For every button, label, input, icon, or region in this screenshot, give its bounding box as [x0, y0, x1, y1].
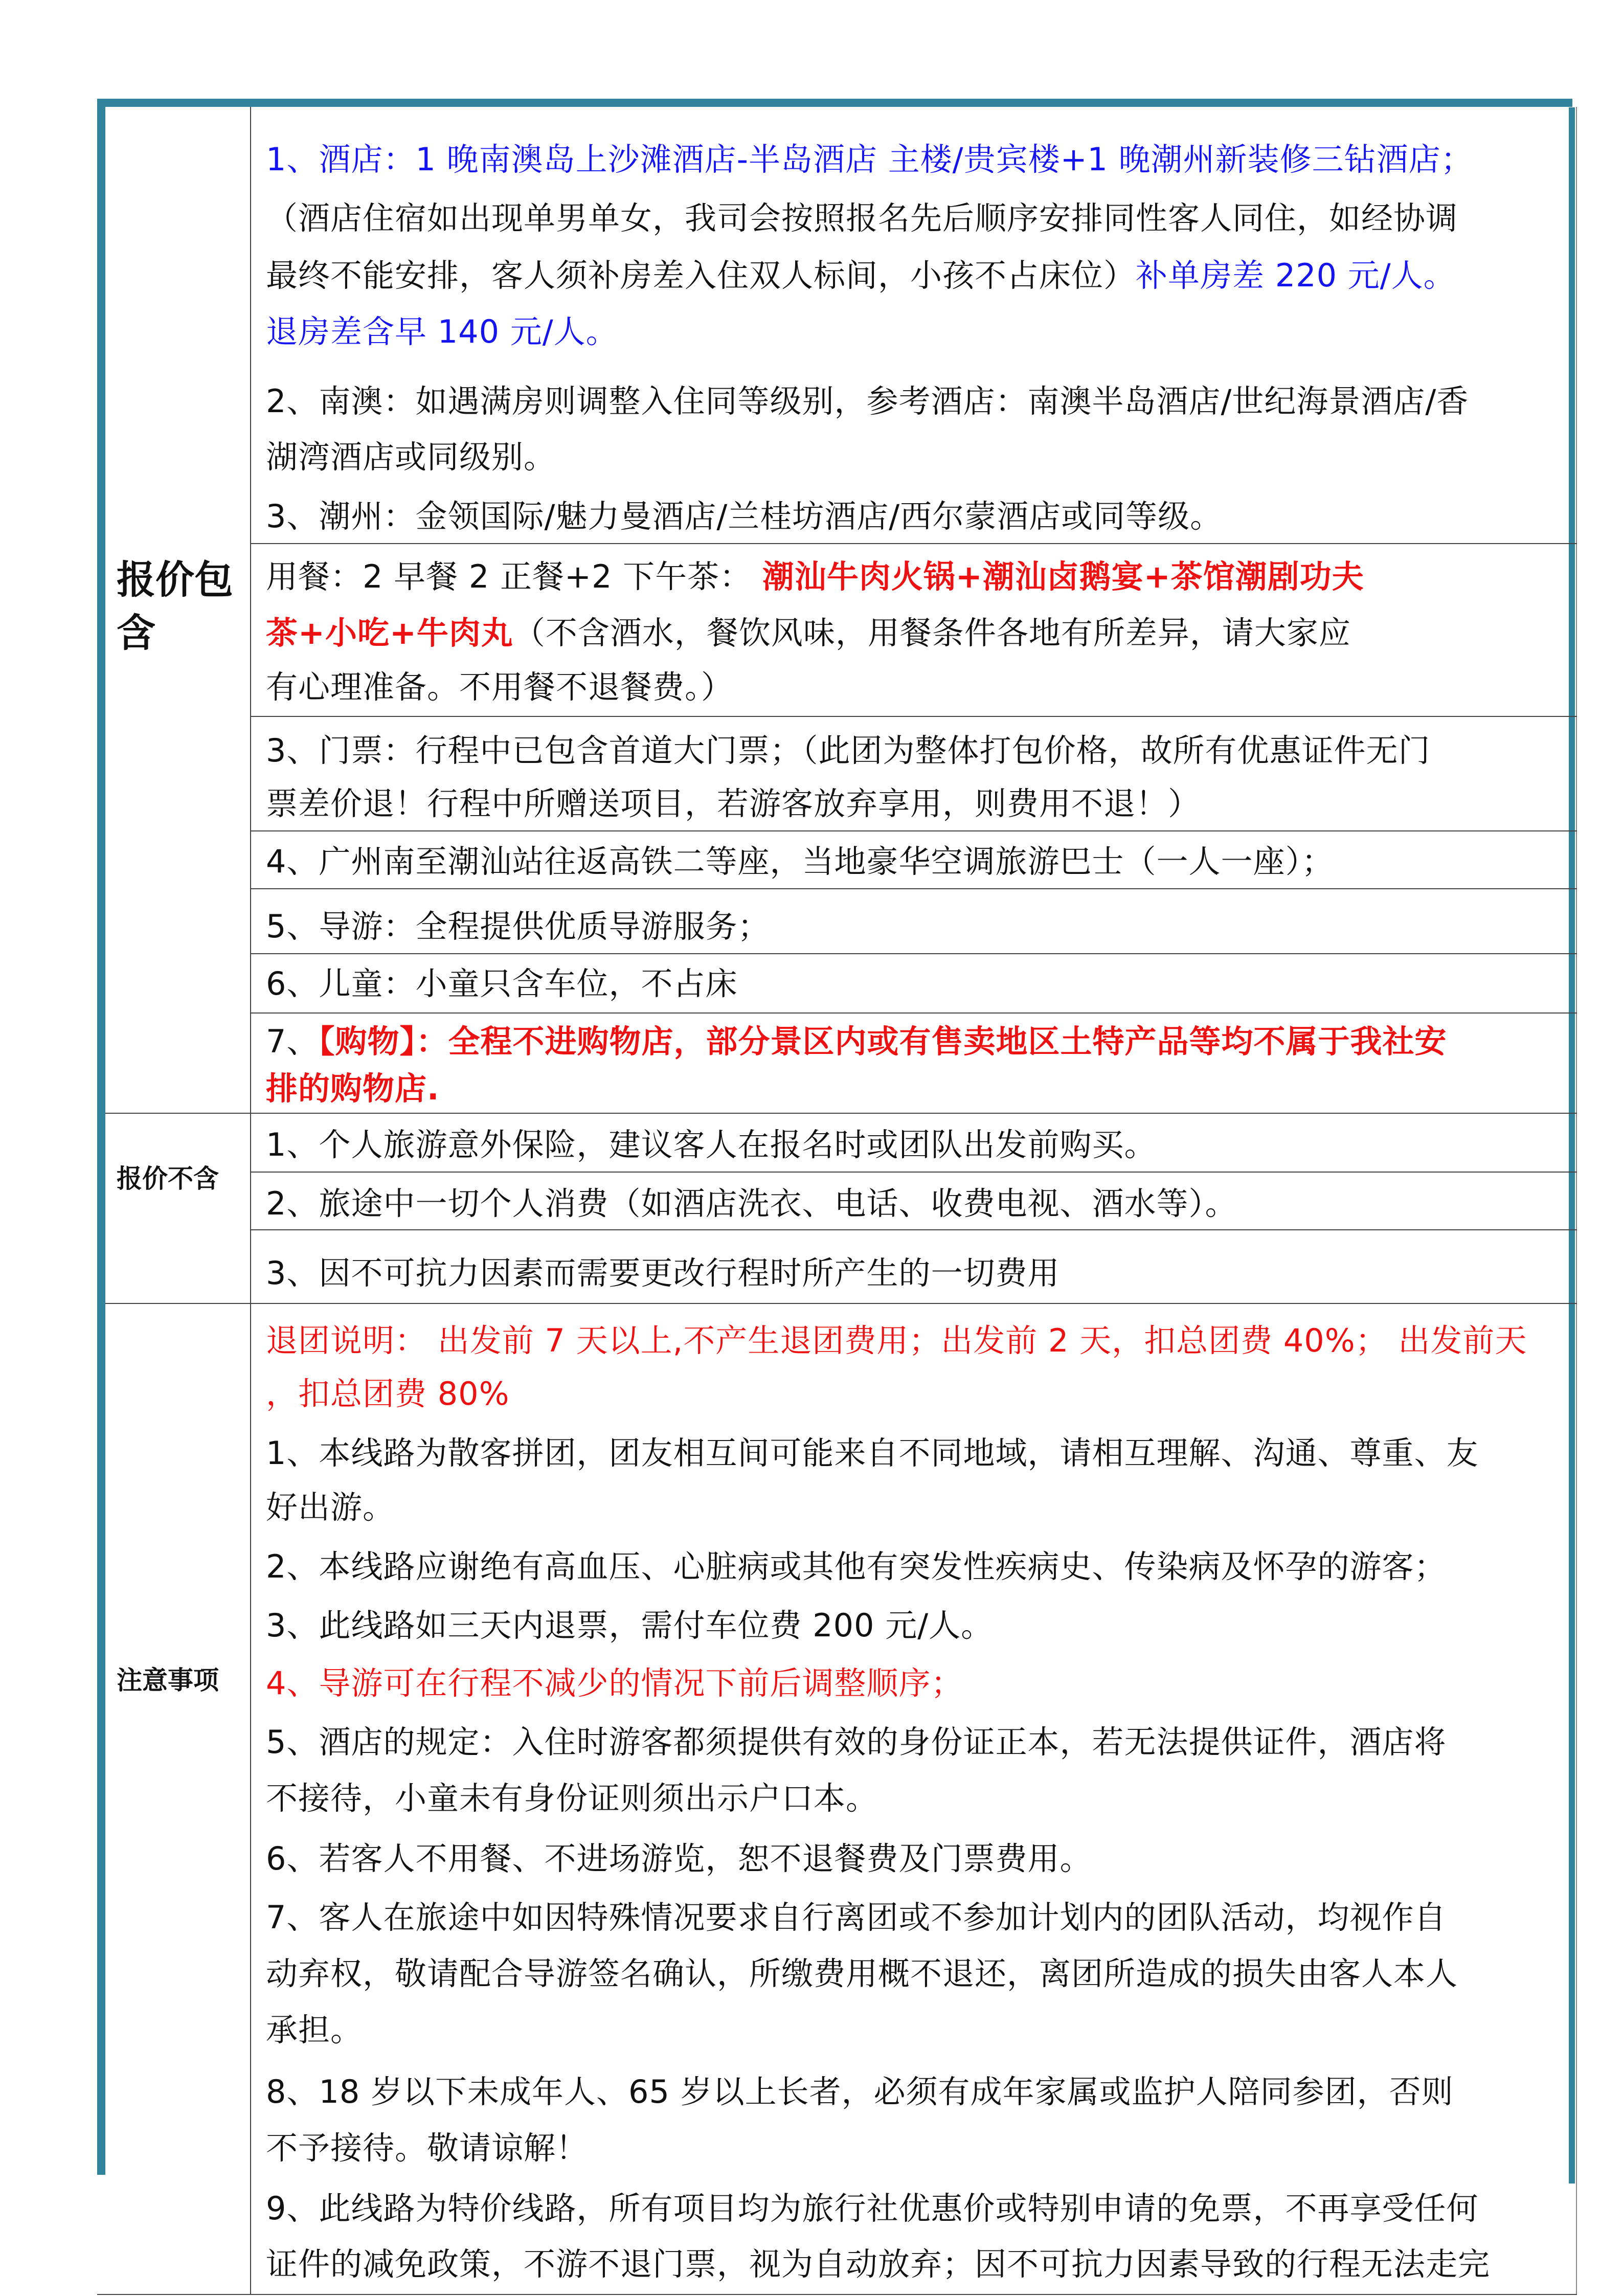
text-line [266, 2187, 1478, 2230]
text-line [266, 1252, 1060, 1295]
text-line [266, 138, 1473, 181]
column-divider [250, 107, 251, 2294]
text-segment: 最终不能安排，客人须补房差入住双人标间，小孩不占床位） [266, 257, 1136, 294]
text-segment: 排的购物店. [266, 1070, 440, 1107]
text-line [266, 1545, 1446, 1588]
text-line [266, 555, 1364, 598]
text-line [266, 1123, 1156, 1166]
text-line [266, 1777, 878, 1820]
text-line [266, 962, 737, 1005]
text-segment: 5、酒店的规定：入住时游客都须提供有效的身份证正本，若无法提供证件，酒店将 [266, 1723, 1447, 1761]
text-line [266, 2243, 1490, 2286]
text-segment: 有心理准备。不用餐不退餐费。） [266, 668, 734, 706]
row-divider [251, 1012, 1577, 1014]
row-divider [251, 830, 1577, 831]
text-segment: 5、导游：全程提供优质导游服务； [266, 908, 770, 945]
text-line [266, 1182, 1237, 1225]
text-segment: 2、本线路应谢绝有高血压、心脏病或其他有突发性疾病史、传染病及怀孕的游客； [266, 1548, 1447, 1585]
text-line [266, 1662, 963, 1705]
row-divider [251, 543, 1577, 544]
table-top-border [97, 99, 1572, 107]
row-divider [251, 888, 1577, 889]
text-line [266, 1319, 1527, 1362]
text-segment: 好出游。 [266, 1489, 395, 1526]
table-left-border [97, 99, 105, 2175]
text-line [266, 1067, 440, 1110]
text-line [266, 1952, 1458, 1995]
text-segment: 票差价退！行程中所赠送项目，若游客放弃享用，则费用不退！） [266, 785, 1201, 822]
text-segment: 3、潮州：金领国际/魅力曼酒店/兰桂坊酒店/西尔蒙酒店或同等级。 [266, 498, 1223, 535]
text-line [266, 2009, 363, 2052]
text-segment: 3、因不可抗力因素而需要更改行程时所产生的一切费用 [266, 1254, 1060, 1292]
text-segment: 1、酒店：1 晚南澳岛上沙滩酒店-半岛酒店 主楼/贵宾楼+1 晚潮州新装修三钻酒店； [266, 141, 1473, 178]
text-line [266, 1604, 993, 1647]
row-divider [251, 1172, 1577, 1173]
row-divider [251, 1229, 1577, 1230]
text-segment: 1、个人旅游意外保险，建议客人在报名时或团队出发前购买。 [266, 1126, 1157, 1163]
text-segment: 【购物】：全程不进购物店，部分景区内或有售卖地区土特产品等均不属于我社安 [319, 1023, 1447, 1060]
right-edge-line [1576, 107, 1577, 2294]
text-segment: 证件的减免政策，不游不退门票，视为自动放弃；因不可抗力因素导致的行程无法走完 [266, 2245, 1491, 2283]
text-segment: 2、南澳：如遇满房则调整入住同等级别，参考酒店：南澳半岛酒店/世纪海景酒店/香 [266, 382, 1469, 420]
text-line [266, 1721, 1446, 1764]
text-line [266, 840, 1334, 883]
text-segment: 4、导游可在行程不减少的情况下前后调整顺序； [266, 1664, 963, 1702]
text-segment: ，扣总团费 80% [266, 1375, 510, 1412]
text-line [266, 782, 1200, 825]
text-line [266, 2070, 1454, 2113]
text-segment: 湖湾酒店或同级别。 [266, 438, 556, 476]
label-included-line1: 报价包 [117, 557, 233, 602]
text-line [266, 1020, 1447, 1063]
text-segment: 8、18 岁以下未成年人、65 岁以上长者，必须有成年家属或监护人陪同参团，否则 [266, 2073, 1454, 2110]
text-segment: 1、本线路为散客拼团，团友相互间可能来自不同地域，请相互理解、沟通、尊重、友 [266, 1434, 1479, 1472]
text-line [266, 380, 1469, 423]
text-segment: 6、儿童：小童只含车位，不占床 [266, 965, 738, 1002]
text-segment: 6、若客人不用餐、不进场游览，恕不退餐费及门票费用。 [266, 1840, 1092, 1877]
text-segment: 承担。 [266, 2011, 363, 2049]
text-segment: 3、门票：行程中已包含首道大门票；（此团为整体打包价格，故所有优惠证件无门 [266, 732, 1431, 769]
text-line [266, 1486, 395, 1529]
row-divider [251, 716, 1577, 717]
text-segment: 茶+小吃+牛肉丸 [266, 614, 513, 651]
text-line [266, 1372, 510, 1415]
row-divider [105, 1303, 1577, 1304]
text-segment: 2、旅途中一切个人消费（如酒店洗衣、电话、收费电视、酒水等）。 [266, 1185, 1237, 1222]
text-line [266, 254, 1456, 297]
text-line [266, 905, 770, 948]
text-segment: 补单房差 220 元/人。 [1136, 257, 1456, 294]
text-line [266, 436, 556, 479]
text-segment: （酒店住宿如出现单男单女，我司会按照报名先后顺序安排同性客人同住，如经协调 [266, 199, 1458, 237]
text-line [266, 612, 1351, 655]
text-segment: 3、此线路如三天内退票，需付车位费 200 元/人。 [266, 1607, 994, 1644]
text-segment: 不接待，小童未有身份证则须出示户口本。 [266, 1780, 878, 1817]
text-segment: 4、广州南至潮汕站往返高铁二等座，当地豪华空调旅游巴士（一人一座）； [266, 843, 1334, 880]
text-line [266, 2127, 588, 2170]
text-line [266, 729, 1430, 772]
text-segment: 退团说明： 出发前 7 天以上,不产生退团费用；出发前 2 天，扣总团费 40%； 出发前天 [266, 1322, 1527, 1359]
text-line [266, 666, 733, 709]
label-included [117, 553, 233, 660]
text-line [266, 310, 618, 353]
text-segment: （不含酒水，餐饮风味，用餐条件各地有所差异，请大家应 [513, 614, 1351, 651]
table-right-border [1569, 107, 1575, 2184]
text-segment: 退房差含早 140 元/人。 [266, 313, 618, 350]
text-line [266, 197, 1458, 240]
text-segment: 7、 [266, 1023, 319, 1060]
text-segment: 潮汕牛肉火锅+潮汕卤鹅宴+茶馆潮剧功夫 [762, 558, 1364, 595]
label-included-line2: 含 [117, 610, 155, 656]
row-divider [105, 1113, 1577, 1114]
label-excluded: 报价不含 [117, 1164, 219, 1194]
text-line [266, 1837, 1092, 1880]
text-segment: 用餐：2 早餐 2 正餐+2 下午茶： [266, 558, 762, 595]
label-notes: 注意事项 [117, 1665, 219, 1695]
text-line [266, 1896, 1446, 1939]
text-line [266, 495, 1222, 538]
text-segment: 7、客人在旅途中如因特殊情况要求自行离团或不参加计划内的团队活动，均视作自 [266, 1899, 1447, 1936]
row-divider [251, 953, 1577, 954]
row-divider [97, 2294, 1577, 2295]
text-segment: 动弃权，敬请配合导游签名确认，所缴费用概不退还，离团所造成的损失由客人本人 [266, 1955, 1458, 1992]
text-line [266, 1432, 1478, 1475]
text-segment: 不予接待。敬请谅解！ [266, 2129, 589, 2167]
text-segment: 9、此线路为特价线路，所有项目均为旅行社优惠价或特别申请的免票，不再享受任何 [266, 2190, 1479, 2227]
